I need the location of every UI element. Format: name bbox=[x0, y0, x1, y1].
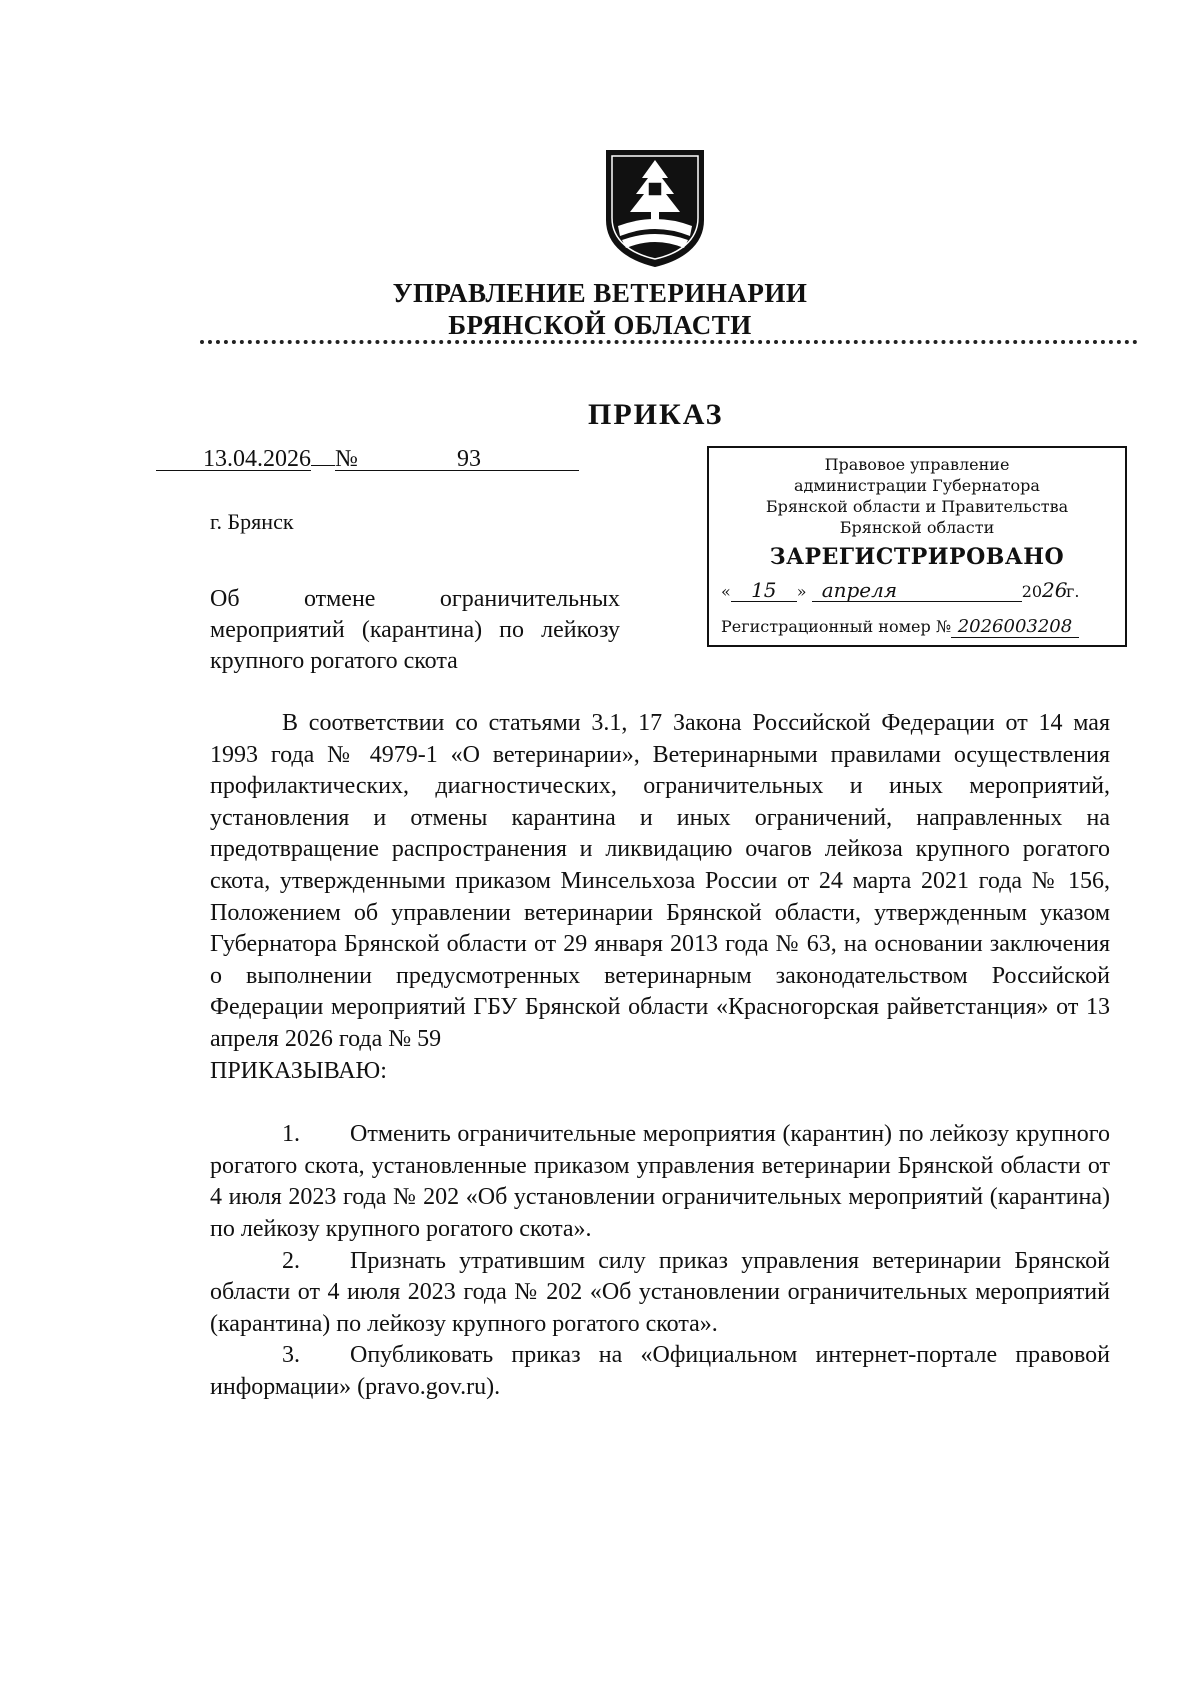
stamp-year-suffix: 26 bbox=[1042, 578, 1068, 602]
stamp-date-line bbox=[709, 580, 1125, 602]
coat-of-arms-icon bbox=[604, 148, 706, 268]
document-subject: Об отмене ограничительных мероприятий (карантина) по лейкозу крупного рогатого скота bbox=[210, 586, 620, 674]
stamp-reg-number-line bbox=[709, 616, 1125, 638]
document-body bbox=[210, 708, 1110, 1403]
order-item-2 bbox=[210, 1246, 1110, 1341]
document-title: ПРИКАЗ bbox=[588, 398, 724, 431]
org-name-line1: УПРАВЛЕНИЕ ВЕТЕРИНАРИИ bbox=[392, 278, 808, 308]
order-item-text: Опубликовать приказ на «Официальном интернет-портале правовой информации» (pravo.gov.ru). bbox=[210, 1342, 1110, 1400]
order-item-1 bbox=[210, 1119, 1110, 1245]
order-item-number: 2. bbox=[282, 1247, 300, 1274]
stamp-line-2: администрации Губернатора bbox=[794, 476, 1040, 495]
stamp-line-4: Брянской области bbox=[839, 518, 995, 537]
org-name-line2: БРЯНСКОЙ ОБЛАСТИ bbox=[448, 310, 752, 340]
stamp-line-1: Правовое управление bbox=[824, 455, 1010, 474]
stamp-year-prefix: 20 bbox=[1021, 582, 1043, 601]
order-item-number: 3. bbox=[282, 1342, 300, 1369]
document-date: 13.04.2026 bbox=[156, 448, 311, 471]
stamp-open-quote: « bbox=[721, 582, 731, 601]
stamp-reg-label: Регистрационный номер № bbox=[721, 617, 951, 636]
stamp-month: апреля bbox=[812, 580, 1022, 602]
document-number: 93 bbox=[359, 448, 579, 471]
date-number-line bbox=[156, 446, 579, 473]
preamble-paragraph: В соответствии со статьями 3.1, 17 Закона Российской Федерации от 14 мая 1993 года № 4979-1 «О ветеринарии», Ветеринарными правилами осуществления профилактических, диагностических, ограничительных и иных мероприятий, установления и отмены карантина и иных ограничений, направленных на предотвращение распространения и ликвидацию очагов лейкоза крупного рогатого скота, утвержденными приказом Минсельхоза России от 24 марта 2021 года № 156, Положением об управлении ветеринарии Брянской области, утвержденным указом Губернатора Брянской области от 29 января 2013 года № 63, на основании заключения о выполнении предусмотренных ветеринарным законодательством Российской Федерации мероприятий ГБУ Брянской области «Красногорская райветстанция» от 13 апреля 2026 года № 59 bbox=[210, 710, 1110, 1052]
stamp-registered: ЗАРЕГИСТРИРОВАНО bbox=[769, 544, 1065, 570]
order-item-number: 1. bbox=[282, 1121, 300, 1148]
order-item-text: Признать утратившим силу приказ управления ветеринарии Брянской области от 4 июля 2023 года № 202 «Об установлении ограничительных мероприятий (карантина) по лейкозу крупного рогатого скота». bbox=[210, 1247, 1110, 1337]
stamp-year-unit: г. bbox=[1066, 582, 1080, 601]
dotted-divider bbox=[200, 340, 1138, 344]
order-item-3 bbox=[210, 1340, 1110, 1403]
number-sign: № bbox=[335, 446, 358, 472]
stamp-line-3: Брянской области и Правительства bbox=[765, 497, 1069, 516]
order-item-text: Отменить ограничительные мероприятия (карантин) по лейкозу крупного рогатого скота, установленные приказом управления ветеринарии Брянской области от 4 июля 2023 года № 202 «Об установлении ограничительных мероприятий (карантина) по лейкозу крупного рогатого скота». bbox=[210, 1121, 1110, 1242]
city: г. Брянск bbox=[210, 509, 294, 534]
stamp-close-quote: » bbox=[796, 582, 807, 601]
registration-stamp bbox=[707, 446, 1127, 647]
stamp-reg-number: 2026003208 bbox=[951, 616, 1079, 638]
stamp-day: 15 bbox=[731, 580, 797, 602]
order-word: ПРИКАЗЫВАЮ: bbox=[210, 1057, 387, 1084]
